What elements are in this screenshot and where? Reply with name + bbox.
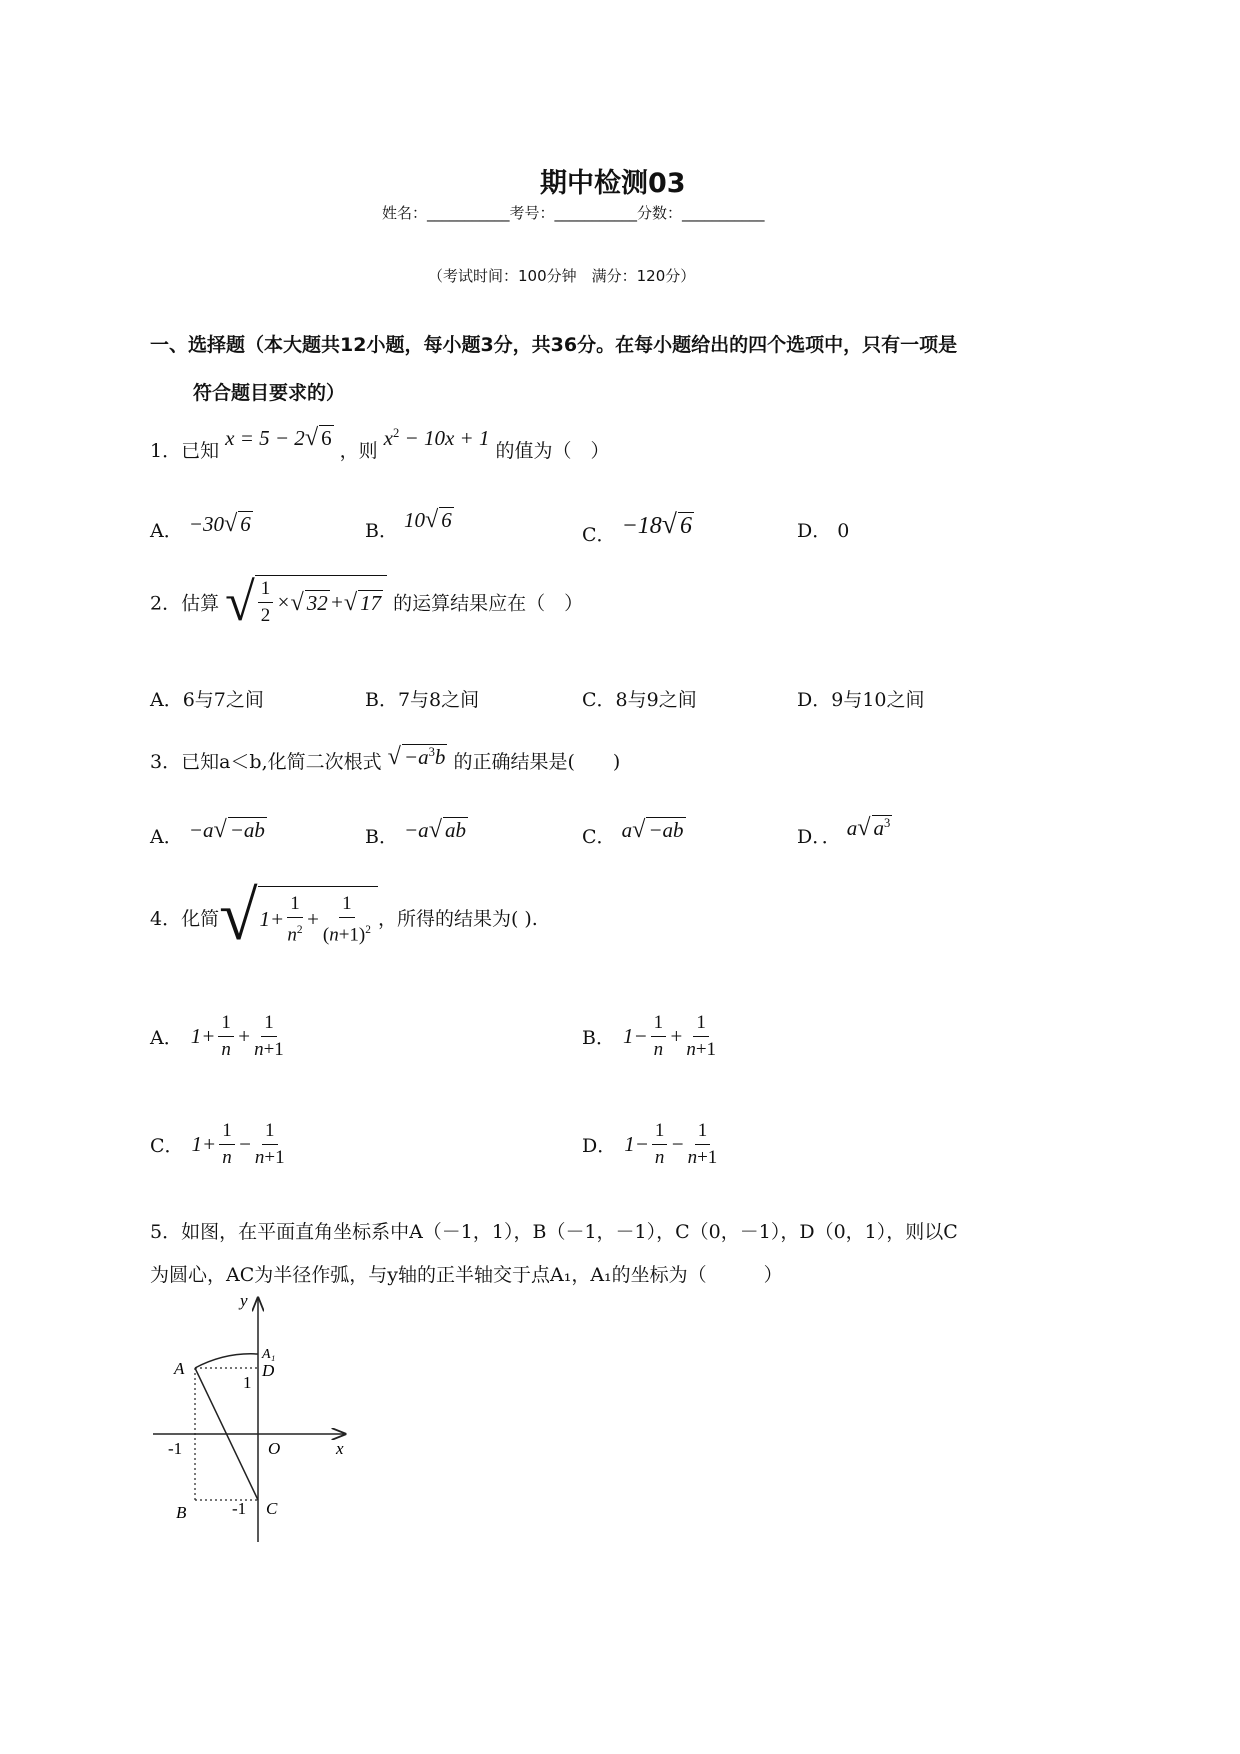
- q4-expr: √ 1+ $\frac{1}{n^2}$ + $\frac{1}{(n+1)^2}$: [219, 882, 378, 952]
- exam-time-info: （考试时间：100分钟 满分：120分）: [428, 267, 696, 285]
- q1-expr-poly: $x^2 - 10x + 1$: [383, 426, 490, 450]
- q4-value-d: 1− $\frac{1}{n}$ − $\frac{1}{n+1}$: [624, 1120, 718, 1168]
- question-5-line1: 5．如图，在平面直角坐标系中A（－1，1），B（－1，－1），C（0，－1），D（0，1），则以C: [150, 1221, 958, 1243]
- q2-option-a: A．6与7之间: [150, 689, 264, 711]
- q4-value-a: 1+ $\frac{1}{n}$ + $\frac{1}{n+1}$: [190, 1012, 284, 1060]
- q3-label-a: A．: [150, 826, 183, 848]
- q4-value-b: 1− $\frac{1}{n}$ + $\frac{1}{n+1}$: [622, 1012, 717, 1060]
- q1-label-c: C．: [582, 524, 616, 546]
- q4-label-d: D．: [582, 1134, 617, 1157]
- q4-option-a: [150, 1010, 287, 1062]
- q1-option-a: [150, 510, 253, 544]
- q1-value-c: −18√ 6: [621, 508, 692, 539]
- q4-value-c: 1+ $\frac{1}{n}$ − $\frac{1}{n+1}$: [191, 1120, 285, 1168]
- q1-option-d: [797, 516, 849, 543]
- q1-prefix: 1．已知: [150, 440, 220, 462]
- q1-mid: ，则: [339, 440, 378, 462]
- question-5-line2: 为圆心，AC为半径作弧，与y轴的正半轴交于点A₁，A₁的坐标为（ ）: [150, 1264, 783, 1286]
- q3-label-b: B．: [365, 826, 398, 848]
- q3-value-c: a√ −ab: [621, 816, 684, 843]
- student-info-line: 姓名：___________考号：___________分数：___________: [382, 204, 765, 222]
- label-x: x: [336, 1439, 344, 1458]
- label-o: O: [268, 1439, 281, 1458]
- page-title: 期中检测03: [540, 168, 686, 199]
- q3-suffix: 的正确结果是( ): [453, 751, 621, 773]
- section-heading-cont: 符合题目要求的）: [193, 382, 346, 404]
- q1-label-d: D．: [797, 520, 832, 542]
- q3-expr: √ $-a^3b$: [387, 743, 446, 770]
- q1-suffix: 的值为（ ）: [495, 440, 610, 462]
- q3-value-d: a√ $a^3$: [846, 814, 891, 841]
- q2-option-d: D．9与10之间: [797, 689, 925, 711]
- label-one: 1: [243, 1373, 252, 1392]
- question-4: [150, 878, 538, 955]
- q1-value-a: −30√ 6: [188, 510, 251, 537]
- q4-label-c: C．: [150, 1134, 184, 1157]
- q2-expr: √ $\frac{1}{2}$ × √ 32 + √ 17: [225, 575, 387, 629]
- q4-option-b: [582, 1010, 719, 1062]
- q2-option-b: B．7与8之间: [365, 689, 480, 711]
- label-neg1-y: -1: [232, 1499, 247, 1518]
- q1-value-b: 10√ 6: [404, 506, 452, 533]
- q3-value-b: −a√ ab: [404, 816, 466, 843]
- question-2: [150, 572, 584, 632]
- q3-option-b: [365, 816, 468, 850]
- q1-label-b: B．: [365, 520, 398, 542]
- arc-a-a1: [195, 1354, 258, 1368]
- label-d: D: [262, 1361, 275, 1380]
- q4-option-d: [582, 1118, 720, 1170]
- q2-suffix: 的运算结果应在（ ）: [393, 592, 584, 615]
- q1-expr-x: x = 5 − 2√ 6: [225, 424, 332, 451]
- q3-label-d: D．．: [797, 826, 841, 848]
- q3-label-c: C．: [582, 826, 616, 848]
- q2-prefix: 2．估算: [150, 592, 220, 615]
- question-1: [150, 424, 610, 464]
- q5-coordinate-figure: [140, 1290, 360, 1550]
- q1-option-c: [582, 508, 694, 548]
- q3-value-a: −a√ −ab: [188, 816, 265, 843]
- label-neg1-x: -1: [168, 1439, 183, 1458]
- q3-option-d: [797, 814, 892, 850]
- q1-label-a: A．: [150, 520, 183, 542]
- q3-option-c: [582, 816, 686, 850]
- q1-option-b: [365, 506, 454, 544]
- q4-suffix: ，所得的结果为( ).: [377, 907, 538, 930]
- q3-option-a: [150, 816, 267, 850]
- label-y: y: [240, 1291, 248, 1310]
- label-b: B: [176, 1503, 187, 1522]
- q3-prefix: 3．已知a＜b,化简二次根式: [150, 751, 382, 773]
- question-3: [150, 743, 621, 775]
- label-c: C: [266, 1499, 278, 1518]
- label-a1: A₁: [262, 1347, 276, 1362]
- q4-option-c: [150, 1118, 288, 1170]
- q4-label-a: A．: [150, 1026, 183, 1049]
- q4-label-b: B．: [582, 1026, 615, 1049]
- section-heading: 一、选择题（本大题共12小题，每小题3分，共36分。在每小题给出的四个选项中，只有一项是: [150, 334, 958, 356]
- q2-option-c: C．8与9之间: [582, 689, 697, 711]
- q1-value-d: 0: [837, 520, 850, 542]
- q4-prefix: 4．化简: [150, 907, 220, 930]
- label-a: A: [174, 1359, 185, 1378]
